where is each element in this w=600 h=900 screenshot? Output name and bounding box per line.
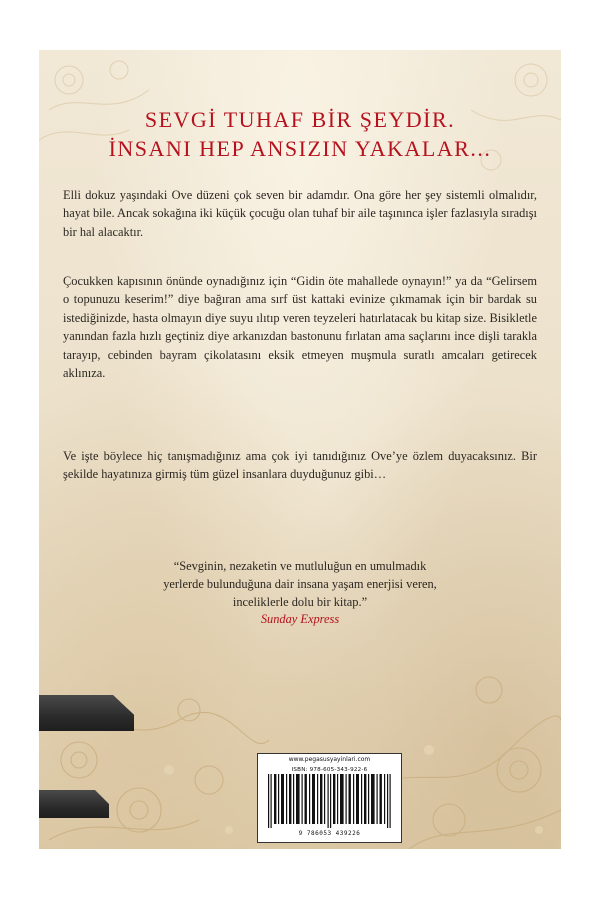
isbn-label: ISBN: 978-605-343-922-6 <box>291 767 368 773</box>
barcode-box <box>257 753 402 843</box>
dark-tab-upper <box>39 695 134 731</box>
barcode-number: 9 786053 439226 <box>298 830 361 837</box>
review-source: Sunday Express <box>260 612 340 626</box>
description-paragraph-1: Elli dokuz yaşındaki Ove düzeni çok seven bir adamdır. Ona göre her şey sistemli olmalıdır, hayat bile. Ancak sokağına iki küçük çocuğu olan tuhaf bir aile taşınınca işler fazlasıyla sıradışı bir hal alacaktır. <box>63 188 537 239</box>
headline-line-1: SEVGİ TUHAF BİR ŞEYDİR. <box>144 107 456 132</box>
review-quote-line-1: “Sevginin, nezaketin ve mutluluğun en umulmadık <box>173 559 427 573</box>
description-paragraph-2: Çocukken kapısının önünde oynadığınız için “Gidin öte mahallede oynayın!” ya da “Gelirsem o topunuzu keserim!” diye bağıran ama sırf üst kattaki evinize çıkmamak için bir bardak su istediğinizde, hasta olmayın diye suyu ılıtıp veren teyzeleri hatırlatacak bu kitap size. Bisikletle yanından fazla hızlı geçtiniz diye arkanızdan bastonunu fırlatan ama saçlarını ince dişli tarakla tarayıp, cebinden bayram çikolatasını eksik etmeyen muşmula suratlı amcaları getirecek aklınıza. <box>63 274 537 381</box>
barcode-icon <box>266 774 393 828</box>
headline-line-2: İNSANI HEP ANSIZIN YAKALAR... <box>108 136 492 161</box>
publisher-url: www.pegasusyayinlari.com <box>288 756 371 763</box>
book-back-cover <box>39 50 561 849</box>
description-paragraph-3: Ve işte böylece hiç tanışmadığınız ama çok iyi tanıdığınız Ove’ye özlem duyacaksınız. Bir şekilde hayatınıza girmiş tüm güzel insanlara duyduğunuz gibi… <box>63 449 537 482</box>
review-quote-line-2: yerlerde bulunduğuna dair insana yaşam enerjisi veren, <box>163 577 437 591</box>
review-quote-line-3: inceliklerle dolu bir kitap.” <box>232 595 368 609</box>
dark-tab-lower <box>39 790 109 818</box>
